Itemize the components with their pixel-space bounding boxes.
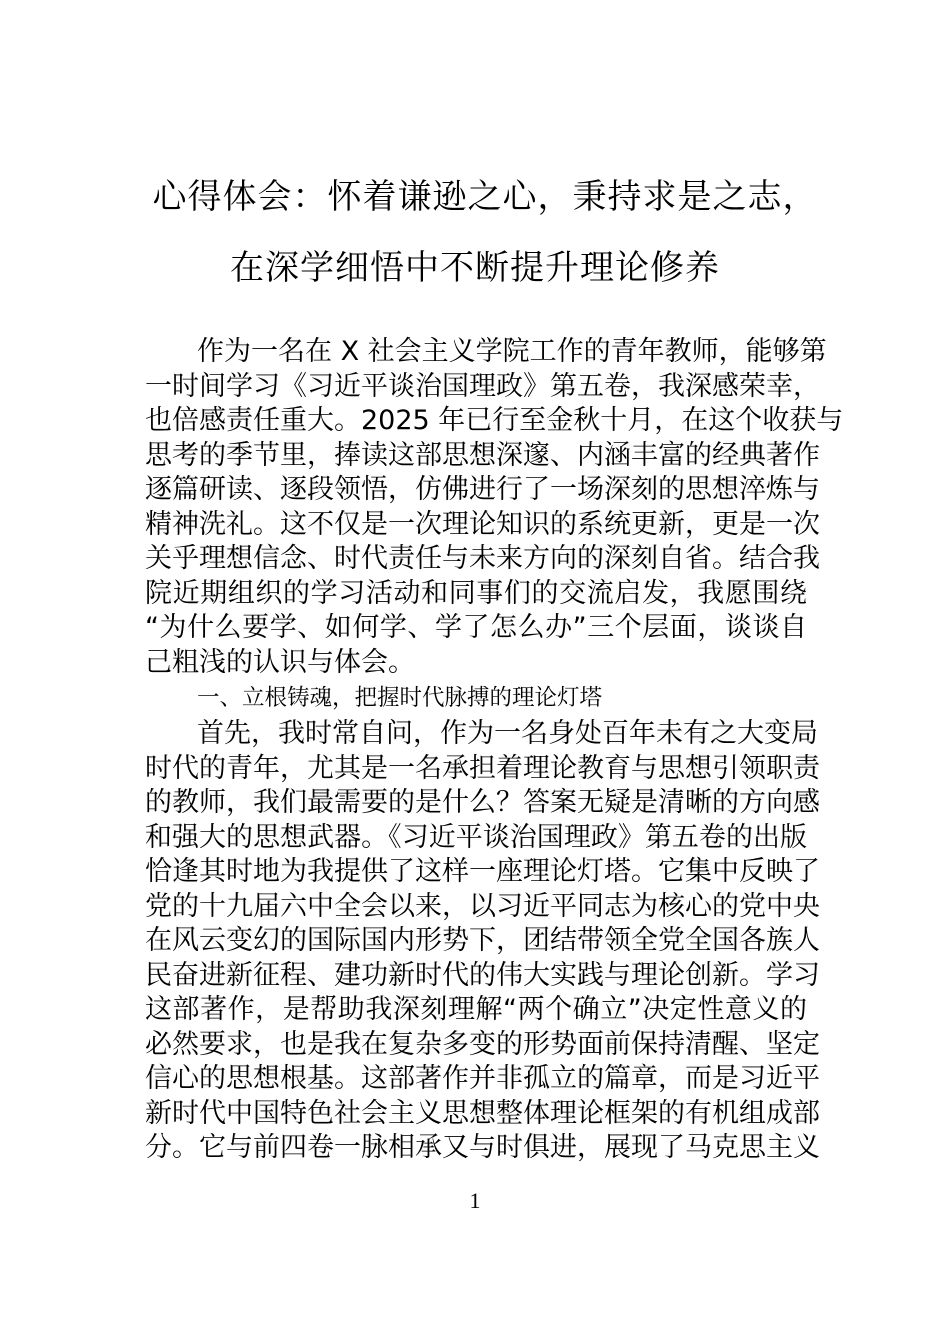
- paragraph-line: 思考的季节里，捧读这部思想深邃、内涵丰富的经典著作: [145, 439, 820, 471]
- paragraph-line: 一时间学习《习近平谈治国理政》第五卷，我深感荣幸，: [145, 370, 820, 402]
- paragraph-line: 己粗浅的认识与体会。: [145, 646, 415, 678]
- paragraph-line: 也倍感责任重大。2025 年已行至金秋十月，在这个收获与: [145, 405, 844, 436]
- paragraph-line: 作为一名在 X 社会主义学院工作的青年教师，能够第: [197, 336, 827, 367]
- paragraph-line: 民奋进新征程、建功新时代的伟大实践与理论创新。学习: [145, 959, 820, 991]
- paragraph-line: 关乎理想信念、时代责任与未来方向的深刻自省。结合我: [145, 543, 820, 574]
- paragraph-line: 院近期组织的学习活动和同事们的交流启发，我愿围绕: [145, 577, 807, 609]
- document-body: [145, 335, 844, 1166]
- paragraph-line: 分。它与前四卷一脉相承又与时俱进，展现了马克思主义: [145, 1132, 820, 1163]
- page-number: 1: [469, 1188, 481, 1213]
- document-title-line-2: 在深学细悟中不断提升理论修养: [230, 248, 720, 288]
- paragraph-line: 在风云变幻的国际国内形势下，团结带领全党全国各族人: [145, 925, 820, 956]
- paragraph-line: 新时代中国特色社会主义思想整体理论框架的有机组成部: [145, 1097, 820, 1129]
- paragraph-line: 信心的思想根基。这部著作并非孤立的篇章，而是习近平: [145, 1063, 820, 1094]
- paragraph-line: 逐篇研读、逐段领悟，仿佛进行了一场深刻的思想淬炼与: [145, 474, 820, 505]
- paragraph-line: 精神洗礼。这不仅是一次理论知识的系统更新，更是一次: [145, 508, 820, 540]
- paragraph-line: 首先，我时常自问，作为一名身处百年未有之大变局: [197, 718, 818, 749]
- paragraph-line: 党的十九届六中全会以来，以习近平同志为核心的党中央: [145, 890, 820, 922]
- paragraph-line: 的教师，我们最需要的是什么？答案无疑是清晰的方向感: [145, 787, 820, 818]
- paragraph-line: 这部著作，是帮助我深刻理解“两个确立”决定性意义的: [145, 994, 807, 1025]
- paragraph-line: “为什么要学、如何学、学了怎么办”三个层面，谈谈自: [145, 612, 807, 643]
- section-heading: 一、立根铸魂，把握时代脉搏的理论灯塔: [197, 685, 603, 711]
- paragraph-line: 和强大的思想武器。《习近平谈治国理政》第五卷的出版: [145, 821, 807, 853]
- paragraph-line: 恰逢其时地为我提供了这样一座理论灯塔。它集中反映了: [145, 856, 820, 887]
- paragraph-line: 必然要求，也是我在复杂多变的形势面前保持清醒、坚定: [145, 1028, 820, 1060]
- document-title-line-1: 心得体会：怀着谦逊之心，秉持求是之志，: [152, 177, 818, 217]
- paragraph-line: 时代的青年，尤其是一名承担着理论教育与思想引领职责: [145, 752, 820, 784]
